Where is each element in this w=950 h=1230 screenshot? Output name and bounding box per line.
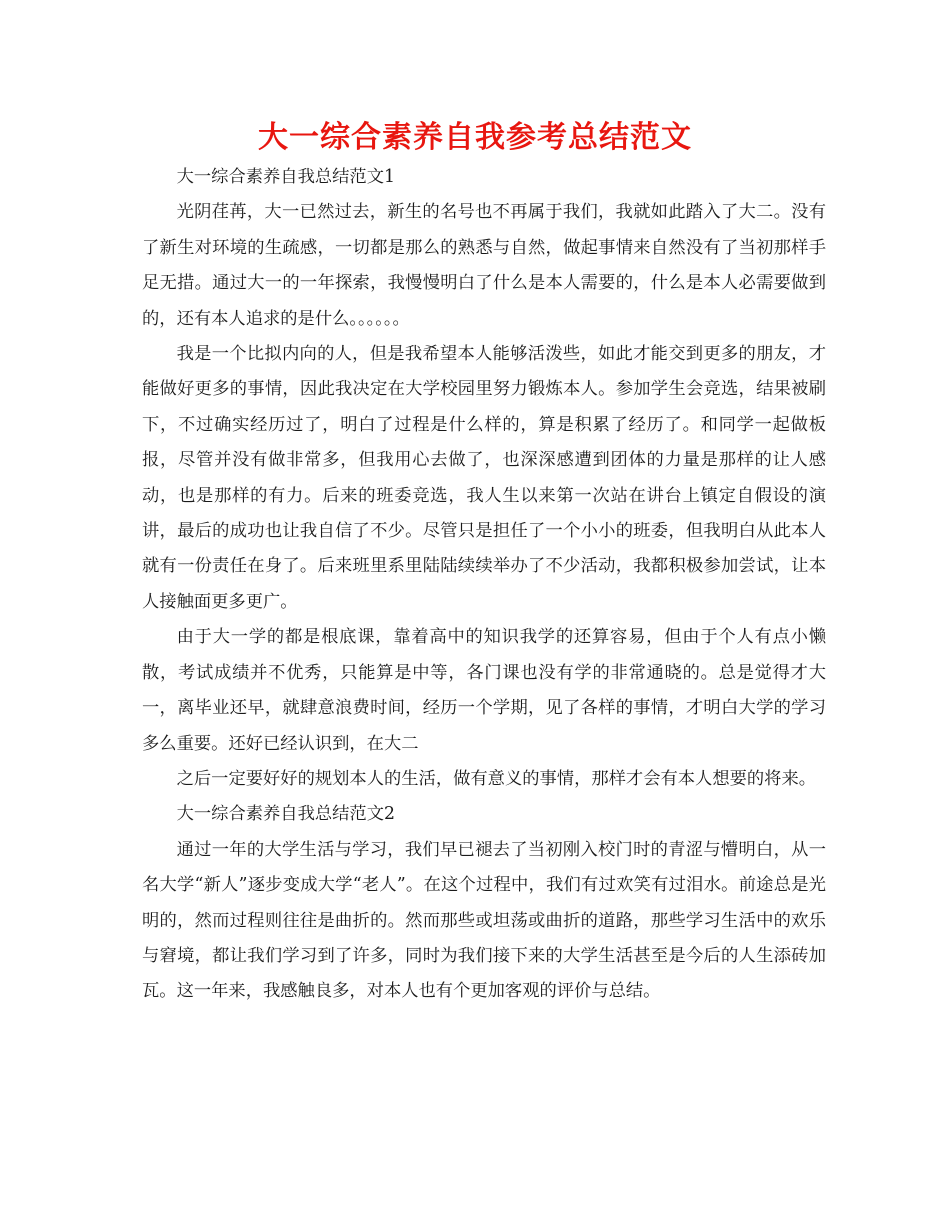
section-heading-2: 大一综合素养自我总结范文2 — [176, 804, 395, 825]
paragraph-1: 光阴荏苒，大一已然过去，新生的名号也不再属于我们，我就如此踏入了大二。没有了新生对环境的生疏感，一切都是那么的熟悉与自然，做起事情来自然没有了当初那样手足无措。通过大一的一年探索，我慢慢明白了什么是本人需要的，什么是本人必需要做到的，还有本人追求的是什么。。。。。。 — [142, 202, 826, 329]
paragraph-2: 我是一个比拟内向的人，但是我希望本人能够活泼些，如此才能交到更多的朋友，才能做好更多的事情，因此我决定在大学校园里努力锻炼本人。参加学生会竞选，结果被刷下，不过确实经历过了，明白了过程是什么样的，算是积累了经历了。和同学一起做板报，尽管并没有做非常多，但我用心去做了，也深深感遭到团体的力量是那样的让人感动，也是那样的有力。后来的班委竞选，我人生以来第一次站在讲台上镇定自假设的演讲，最后的成功也让我自信了不少。尽管只是担任了一个小小的班委，但我明白从此本人就有一份责任在身了。后来班里系里陆陆续续举办了不少活动，我都积极参加尝试，让本人接触面更多更广。 — [142, 344, 826, 612]
paragraph-5: 通过一年的大学生活与学习，我们早已褪去了当初刚入校门时的青涩与懵明白，从一名大学“新人”逐步变成大学“老人”。在这个过程中，我们有过欢笑有过泪水。前途总是光明的，然而过程则往往是曲折的。然而那些或坦荡或曲折的道路，那些学习生活中的欢乐与窘境，都让我们学习到了许多，同时为我们接下来的大学生活甚至是今后的人生添砖加瓦。这一年来，我感触良多，对本人也有个更加客观的评价与总结。 — [142, 839, 826, 1002]
document-title: 大一综合素养自我参考总结范文 — [258, 120, 692, 155]
paragraph-4: 之后一定要好好的规划本人的生活，做有意义的事情，那样才会有本人想要的将来。 — [176, 768, 817, 789]
section-heading-1: 大一综合素养自我总结范文1 — [176, 167, 395, 187]
paragraph-3: 由于大一学的都是根底课，靠着高中的知识我学的还算容易，但由于个人有点小懒散，考试成绩并不优秀，只能算是中等，各门课也没有学的非常通晓的。总是觉得才大一，离毕业还早，就肆意浪费时间，经历一个学期，见了各样的事情，才明白大学的学习多么重要。还好已经认识到，在大二 — [142, 627, 826, 754]
document-body — [142, 160, 826, 1010]
